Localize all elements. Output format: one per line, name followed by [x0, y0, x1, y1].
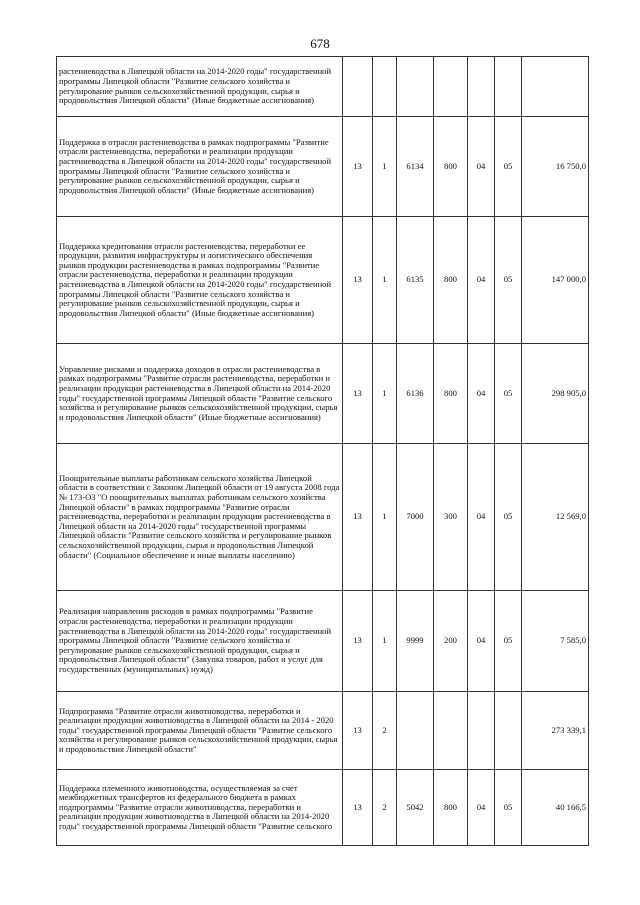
- subsection-code: [468, 57, 495, 117]
- table-row: [57, 444, 589, 591]
- section-code: [373, 57, 397, 117]
- expense-type-code: 800: [434, 117, 468, 217]
- item-code: [495, 692, 522, 770]
- row-description: Поощрительные выплаты работникам сельского хозяйства Липецкой области в соответствии с Законом Липецкой области от 19 августа 2008 года № 173-ОЗ "О поощрительных выплатах работникам сельского хозяйства Липецкой области" в рамках подпрограммы "Развитие отрасли растениеводства, переработки и реализации продукции растениеводства в Липецкой области на 2014-2020 годы" государственной программы Липецкой области "Развитие сельского хозяйства и регулирование рынков сельскохозяйственной продукции, сырья и продовольствия Липецкой области" (Социальное обеспечение и иные выплаты населению): [57, 444, 343, 591]
- section-code: 2: [373, 692, 397, 770]
- expense-type-code: 800: [434, 770, 468, 846]
- subsection-code: 04: [468, 591, 495, 692]
- table-row: [57, 57, 589, 117]
- ministry-code: 13: [343, 444, 373, 591]
- subsection-code: 04: [468, 444, 495, 591]
- article-code: [397, 692, 434, 770]
- row-description: Поддержка кредитования отрасли растениеводства, переработки ее продукции, развития инфраструктуры и логистического обеспечения рынков продукции растениеводства в рамках подпрограммы "Развитие отрасли растениеводства, переработки и реализации продукции растениеводства в Липецкой области на 2014-2020 годы" государственной программы Липецкой области "Развитие сельского хозяйства и регулирование рынков сельскохозяйственной продукции, сырья и продовольствия Липецкой области" (Иные бюджетные ассигнования): [57, 217, 343, 344]
- article-code: 6135: [397, 217, 434, 344]
- table-row: [57, 344, 589, 444]
- subsection-code: [468, 692, 495, 770]
- article-code: 6134: [397, 117, 434, 217]
- item-code: 05: [495, 591, 522, 692]
- item-code: 05: [495, 217, 522, 344]
- row-description: растениеводства в Липецкой области на 2014-2020 годы" государственной программы Липецкой области "Развитие сельского хозяйства и регулирование рынков сельскохозяйственной продукции, сырья и продовольствия Липецкой области" (Иные бюджетные ассигнования): [57, 57, 343, 117]
- row-description: Подпрограмма "Развитие отрасли животноводства, переработки и реализации продукции животноводства в Липецкой области на 2014 - 2020 годы" государственной программы Липецкой области "Развитие сельского хозяйства и регулирование рынков сельскохозяйственной продукции, сырья и продовольствия Липецкой области": [57, 692, 343, 770]
- ministry-code: 13: [343, 217, 373, 344]
- subsection-code: 04: [468, 217, 495, 344]
- section-code: 2: [373, 770, 397, 846]
- section-code: 1: [373, 591, 397, 692]
- ministry-code: 13: [343, 770, 373, 846]
- item-code: 05: [495, 770, 522, 846]
- item-code: [495, 57, 522, 117]
- subsection-code: 04: [468, 344, 495, 444]
- article-code: 9999: [397, 591, 434, 692]
- table-row: [57, 692, 589, 770]
- article-code: [397, 57, 434, 117]
- expense-type-code: [434, 692, 468, 770]
- table-row: [57, 217, 589, 344]
- section-code: 1: [373, 217, 397, 344]
- amount-value: 12 569,0: [522, 444, 589, 591]
- amount-value: 7 585,0: [522, 591, 589, 692]
- section-code: 1: [373, 117, 397, 217]
- amount-value: 298 905,0: [522, 344, 589, 444]
- section-code: 1: [373, 444, 397, 591]
- expense-type-code: 800: [434, 344, 468, 444]
- row-description: Реализация направления расходов в рамках подпрограммы "Развитие отрасли растениеводства, переработки и реализации продукции растениеводства в Липецкой области на 2014-2020 годы" государственной программы Липецкой области "Развитие сельского хозяйства и регулирование рынков сельскохозяйственной продукции, сырья и продовольствия Липецкой области" (Закупка товаров, работ и услуг для государственных (муниципальных) нужд): [57, 591, 343, 692]
- expense-type-code: 200: [434, 591, 468, 692]
- ministry-code: 13: [343, 591, 373, 692]
- amount-value: [522, 57, 589, 117]
- ministry-code: 13: [343, 692, 373, 770]
- amount-value: 16 750,0: [522, 117, 589, 217]
- table-row: [57, 770, 589, 846]
- subsection-code: 04: [468, 117, 495, 217]
- table-row: [57, 117, 589, 217]
- expense-type-code: [434, 57, 468, 117]
- section-code: 1: [373, 344, 397, 444]
- expense-type-code: 300: [434, 444, 468, 591]
- ministry-code: 13: [343, 344, 373, 444]
- page-number: 678: [310, 36, 330, 51]
- amount-value: 147 000,0: [522, 217, 589, 344]
- budget-table: [56, 56, 589, 846]
- table-row: [57, 591, 589, 692]
- ministry-code: 13: [343, 117, 373, 217]
- subsection-code: 04: [468, 770, 495, 846]
- article-code: 5042: [397, 770, 434, 846]
- row-description: Поддержка племенного животноводства, осуществляемая за счет межбюджетных трансфертов из федерального бюджета в рамках подпрограммы "Развитие отрасли животноводства, переработки и реализации продукции животноводства в Липецкой области на 2014-2020 годы" государственной программы Липецкой области "Развитие сельского: [57, 770, 343, 846]
- row-description: Поддержка в отрасли растениеводства в рамках подпрограммы "Развитие отрасли растениеводства, переработки и реализации продукции растениеводства в Липецкой области на 2014-2020 годы" государственной программы Липецкой области "Развитие сельского хозяйства и регулирование рынков сельскохозяйственной продукции, сырья и продовольствия Липецкой области" (Иные бюджетные ассигнования): [57, 117, 343, 217]
- item-code: 05: [495, 444, 522, 591]
- amount-value: 40 166,5: [522, 770, 589, 846]
- item-code: 05: [495, 344, 522, 444]
- amount-value: 273 339,1: [522, 692, 589, 770]
- item-code: 05: [495, 117, 522, 217]
- row-description: Управление рисками и поддержка доходов в отрасли растениеводства в рамках подпрограммы "Развитие отрасли растениеводства, переработки и реализации продукции растениеводства в Липецкой области на 2014-2020 годы" государственной программы Липецкой области "Развитие сельского хозяйства и регулирование рынков сельскохозяйственной продукции, сырья и продовольствия Липецкой области" (Иные бюджетные ассигнования): [57, 344, 343, 444]
- expense-type-code: 800: [434, 217, 468, 344]
- ministry-code: [343, 57, 373, 117]
- article-code: 6136: [397, 344, 434, 444]
- article-code: 7000: [397, 444, 434, 591]
